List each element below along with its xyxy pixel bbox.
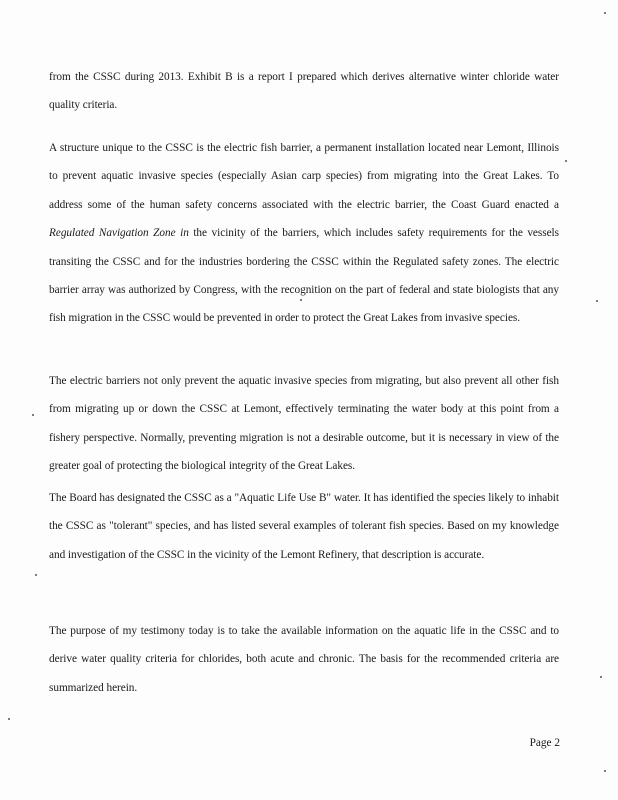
paragraph-text: The purpose of my testimony today is to take the available information on the aquatic life in the CSSC and to derive water quality criteria for chlorides, both acute and chronic. The basis for the recommended criteria are summarized herein. xyxy=(49,625,559,694)
scan-speck xyxy=(604,12,606,14)
paragraph-electric-barrier xyxy=(49,134,559,333)
scan-speck xyxy=(600,676,602,678)
paragraph-purpose xyxy=(49,617,559,702)
paragraph-text: The Board has designated the CSSC as a "Aquatic Life Use B" water. It has identified the species likely to inhabit the CSSC as "tolerant" species, and has listed several examples of tolerant fish species. Based on my knowledge and investigation of the CSSC in the vicinity of the Lemont Refinery, that description is accurate. xyxy=(49,492,559,561)
paragraph-migration xyxy=(49,367,559,481)
paragraph-text: from the CSSC during 2013. Exhibit B is a report I prepared which derives alternative winter chloride water quality criteria. xyxy=(49,71,559,112)
paragraph-text-end: the vicinity of the barriers, which includes safety requirements for the vessels transiting the CSSC and for the industries bordering the CSSC within the Regulated safety zones. The electric barrier array was authorized by Congress, with the recognition on the part of federal and state biologists that any fish migration in the CSSC would be prevented in order to protect the Great Lakes from invasive species. xyxy=(49,227,559,325)
paragraph-text-start: A structure unique to the CSSC is the electric fish barrier, a permanent installation located near Lemont, Illinois to prevent aquatic invasive species (especially Asian carp species) from migrating into the Great Lakes. To address some of the human safety concerns associated with the electric barrier, the Coast Guard enacted a xyxy=(49,142,559,211)
scan-speck xyxy=(565,160,567,162)
scan-speck xyxy=(300,299,302,301)
scan-speck xyxy=(32,414,34,416)
regulated-navigation-zone-term: Regulated Navigation Zone in xyxy=(49,227,189,240)
scan-speck xyxy=(8,718,10,720)
scan-speck xyxy=(604,770,606,772)
scan-speck xyxy=(596,300,598,302)
paragraph-exhibit-b xyxy=(49,63,559,120)
scan-speck xyxy=(35,574,37,576)
paragraph-text: The electric barriers not only prevent the aquatic invasive species from migrating, but also prevent all other fish from migrating up or down the CSSC at Lemont, effectively terminating the water body at this point from a fishery perspective. Normally, preventing migration is not a desirable outcome, but it is necessary in view of the greater goal of protecting the biological integrity of the Great Lakes. xyxy=(49,375,559,473)
page-number: Page 2 xyxy=(529,737,560,749)
paragraph-aquatic-life-use xyxy=(49,484,559,569)
